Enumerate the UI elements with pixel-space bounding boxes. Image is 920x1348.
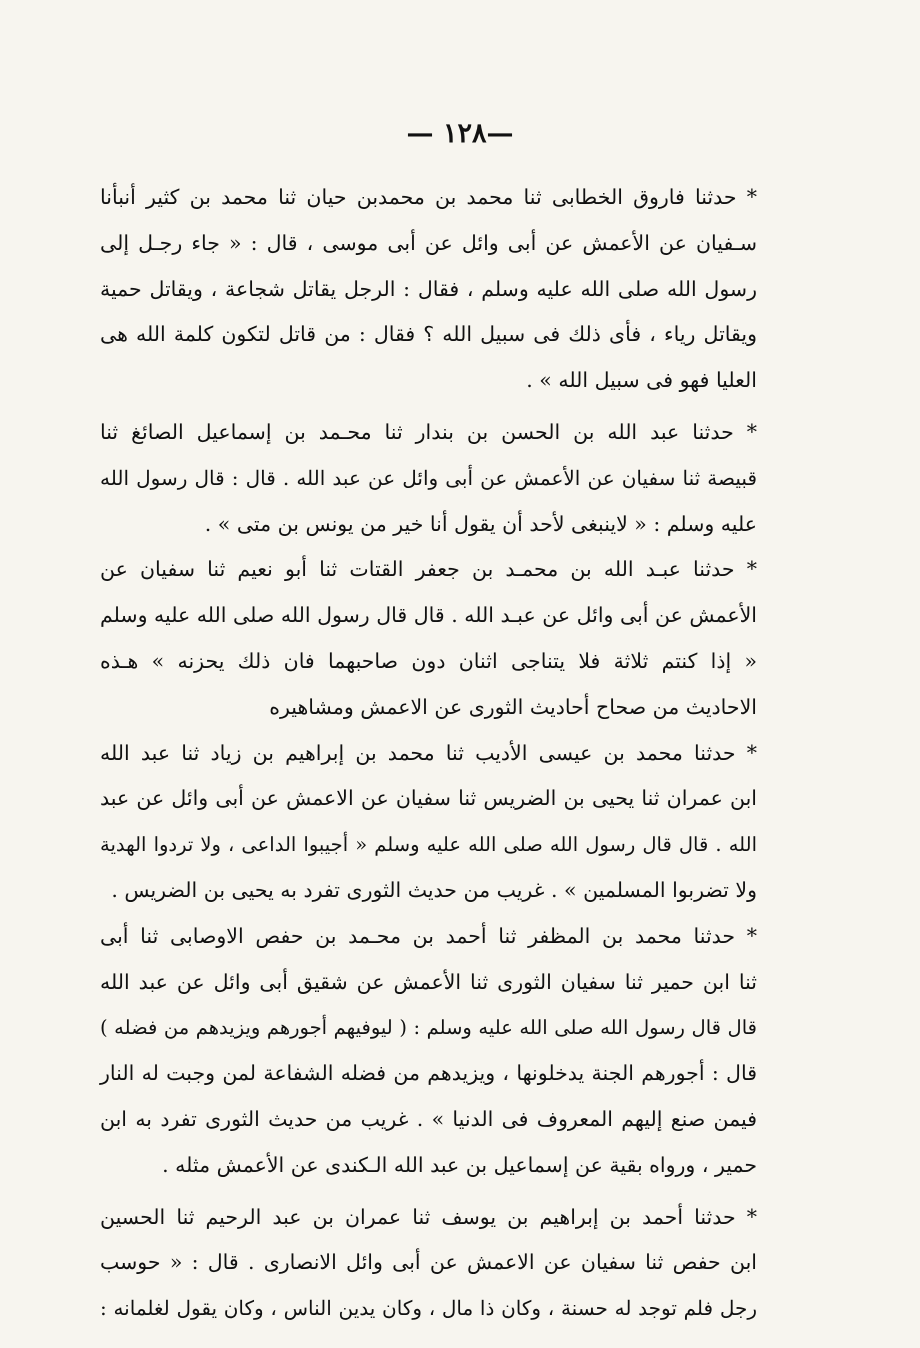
text-line: الله . قال قال رسول الله صلى الله عليه وسلم « أجيبوا الداعى ، ولا تردوا الهدية [100, 833, 757, 857]
text-line: قال قال رسول الله صلى الله عليه وسلم : ( ليوفيهم أجورهم ويزيدهم من فضله ) [100, 1016, 757, 1040]
text-line: قال : أجورهم الجنة يدخلونها ، ويزيدهم من فضله الشفاعة لمن وجبت له النار [100, 1061, 757, 1086]
body-text [100, 175, 757, 1332]
text-line: قبيصة ثنا سفيان عن الأعمش عن أبى وائل عن عبد الله . قال : قال رسول الله [100, 465, 757, 490]
text-line: العليا فهو فى سبيل الله » . [526, 368, 757, 393]
text-line: ابن عمران ثنا يحيى بن الضريس ثنا سفيان عن الاعمش عن أبى وائل عن عبد [100, 786, 757, 811]
text-line: فيمن صنع إليهم المعروف فى الدنيا » . غريب من حديث الثورى تفرد به ابن [100, 1106, 757, 1131]
text-line: * حدثنا عبـد الله بن محمـد بن جعفر القتات ثنا أبو نعيم ثنا سفيان عن [100, 557, 757, 582]
text-line: * حدثنا محمد بن عيسى الأديب ثنا محمد بن إبراهيم بن زياد ثنا عبد الله [100, 740, 757, 765]
text-line: ولا تضربوا المسلمين » . غريب من حديث الثورى تفرد به يحيى بن الضريس . [111, 877, 757, 902]
hadith-paragraph [100, 410, 757, 547]
text-line: « إذا كنتم ثلاثة فلا يتناجى اثنان دون صاحبهما فان ذلك يحزنه » هـذه [100, 648, 757, 673]
text-line: عليه وسلم : « لاينبغى لأحد أن يقول أنا خير من يونس بن متى » . [204, 511, 757, 536]
text-line: ويقاتل رياء ، فأى ذلك فى سبيل الله ؟ فقال : من قاتل لتكون كلمة الله هى [100, 322, 757, 347]
text-line: رسول الله صلى الله عليه وسلم ، فقال : الرجل يقاتل شجاعة ، ويقاتل حمية [100, 276, 757, 301]
text-line: حمير ، ورواه بقية عن إسماعيل بن عبد الله الـكندى عن الأعمش مثله . [162, 1152, 757, 1177]
text-line: الاحاديث من صحاح أحاديث الثورى عن الاعمش ومشاهيره [269, 694, 757, 719]
text-line: رجل فلم توجد له حسنة ، وكان ذا مال ، وكان يدين الناس ، وكان يقول لغلمانه : [100, 1296, 757, 1321]
text-line: سـفيان عن الأعمش عن أبى وائل عن أبى موسى ، قال : « جاء رجـل إلى [100, 230, 757, 255]
text-line: * حدثنا عبد الله بن الحسن بن بندار ثنا محـمد بن إسماعيل الصائغ ثنا [100, 419, 757, 444]
text-line: الأعمش عن أبى وائل عن عبـد الله . قال قال رسول الله صلى الله عليه وسلم [100, 603, 757, 628]
text-line: * حدثنا أحمد بن إبراهيم بن يوسف ثنا عمران بن عبد الرحيم ثنا الحسين [100, 1204, 757, 1229]
text-line: ابن حفص ثنا سفيان عن الاعمش عن أبى وائل الانصارى . قال : « حوسب [100, 1250, 757, 1275]
page-number: —١٢٨ — [406, 118, 514, 149]
hadith-paragraph [100, 914, 757, 1189]
text-line: * حدثنا محمد بن المظفر ثنا أحمد بن محـمد بن حفص الاوصابى ثنا أبى [100, 923, 757, 948]
hadith-paragraph [100, 1195, 757, 1332]
hadith-paragraph [100, 547, 757, 730]
text-line: * حدثنا فاروق الخطابى ثنا محمد بن محمدبن حيان ثنا محمد بن كثير أنبأنا [100, 185, 757, 209]
hadith-paragraph [100, 175, 757, 404]
text-line: ثنا ابن حمير ثنا سفيان الثورى ثنا الأعمش عن شقيق أبى وائل عن عبد الله [100, 969, 757, 994]
hadith-paragraph [100, 731, 757, 914]
